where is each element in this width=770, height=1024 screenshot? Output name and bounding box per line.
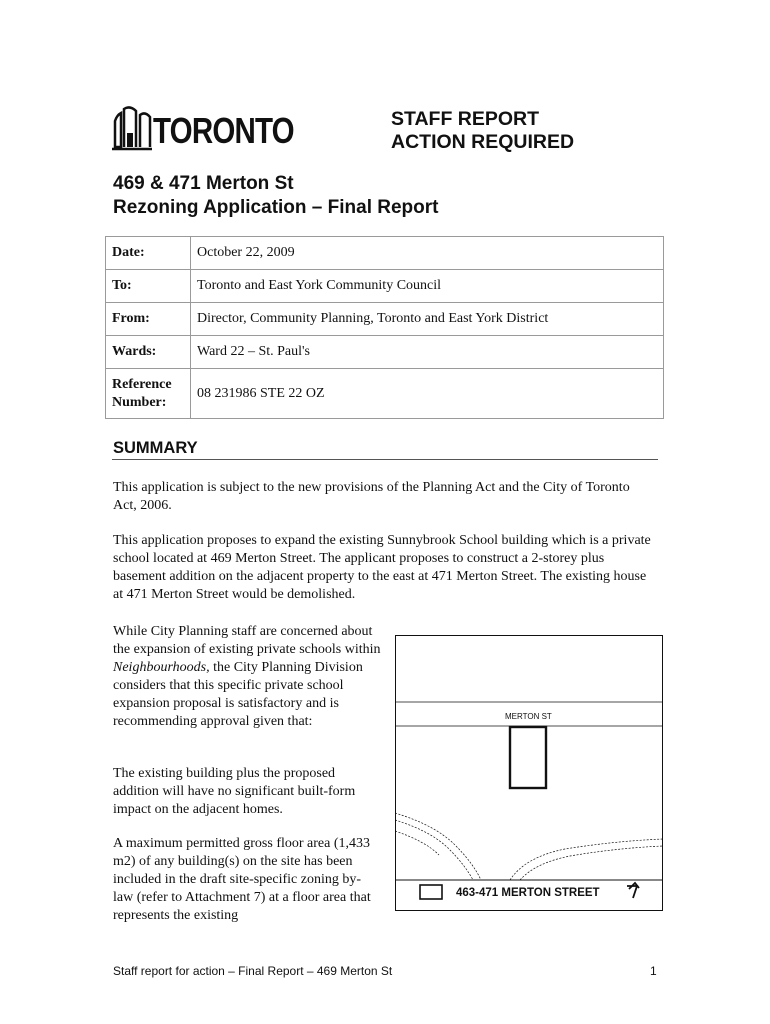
info-value: 08 231986 STE 22 OZ [191,369,664,419]
ref-label-line2: Number: [112,394,167,410]
info-row-from [106,303,664,336]
report-title-address: 469 & 471 Merton St [113,173,294,194]
summary-paragraph-5: A maximum permitted gross floor area (1,433 m2) of any building(s) on the site has been included in the draft site-specific zoning by-law (refer to Attachment 7) at a floor area that represents the existing [113,836,371,923]
report-title-subject: Rezoning Application – Final Report [113,197,439,218]
page-number: 1 [650,964,657,978]
ref-label-line1: Reference [112,376,172,392]
info-row-reference [106,369,664,419]
info-value: Toronto and East York Community Council [191,270,664,303]
summary-heading: SUMMARY [113,439,198,457]
info-value: Ward 22 – St. Paul's [191,336,664,369]
para3-italic: Neighbourhoods, [113,660,210,675]
summary-paragraph-4: The existing building plus the proposed addition will have no significant built-form impact on the adjacent homes. [113,766,356,817]
info-label [106,369,191,419]
info-row-to [106,270,664,303]
site-location-map [395,635,663,911]
info-value: October 22, 2009 [191,237,664,270]
street-label: MERTON ST [505,712,552,721]
report-info-table [105,236,664,419]
map-caption: 463-471 MERTON STREET [456,887,600,899]
info-row-date [106,237,664,270]
summary-paragraph-2: This application proposes to expand the existing Sunnybrook School building which is a private school located at 469 Merton Street. The applicant proposes to construct a 2-storey plus basement addition on the adjacent property to the east at 471 Merton Street. The existing house at 471 Merton Street would be demolished. [113,533,651,602]
para3-text-end: the City Planning Division considers that this specific private school expansion proposal is satisfactory and is recommending approval given that: [113,660,363,729]
report-type-line1: STAFF REPORT [391,108,540,130]
logo-wordmark: TORONTO [153,110,294,151]
info-label: To: [106,270,191,303]
summary-paragraph-3 [113,623,381,731]
report-type-line2: ACTION REQUIRED [391,131,575,153]
summary-paragraph-1: This application is subject to the new provisions of the Planning Act and the City of Toronto Act, 2006. [113,480,630,513]
info-value: Director, Community Planning, Toronto and East York District [191,303,664,336]
page-footer: Staff report for action – Final Report – 469 Merton St [113,964,393,978]
info-row-wards [106,336,664,369]
info-label: From: [106,303,191,336]
summary-divider [112,459,658,460]
info-label: Wards: [106,336,191,369]
para3-text: While City Planning staff are concerned about the expansion of existing private schools within [113,624,381,657]
info-label: Date: [106,237,191,270]
